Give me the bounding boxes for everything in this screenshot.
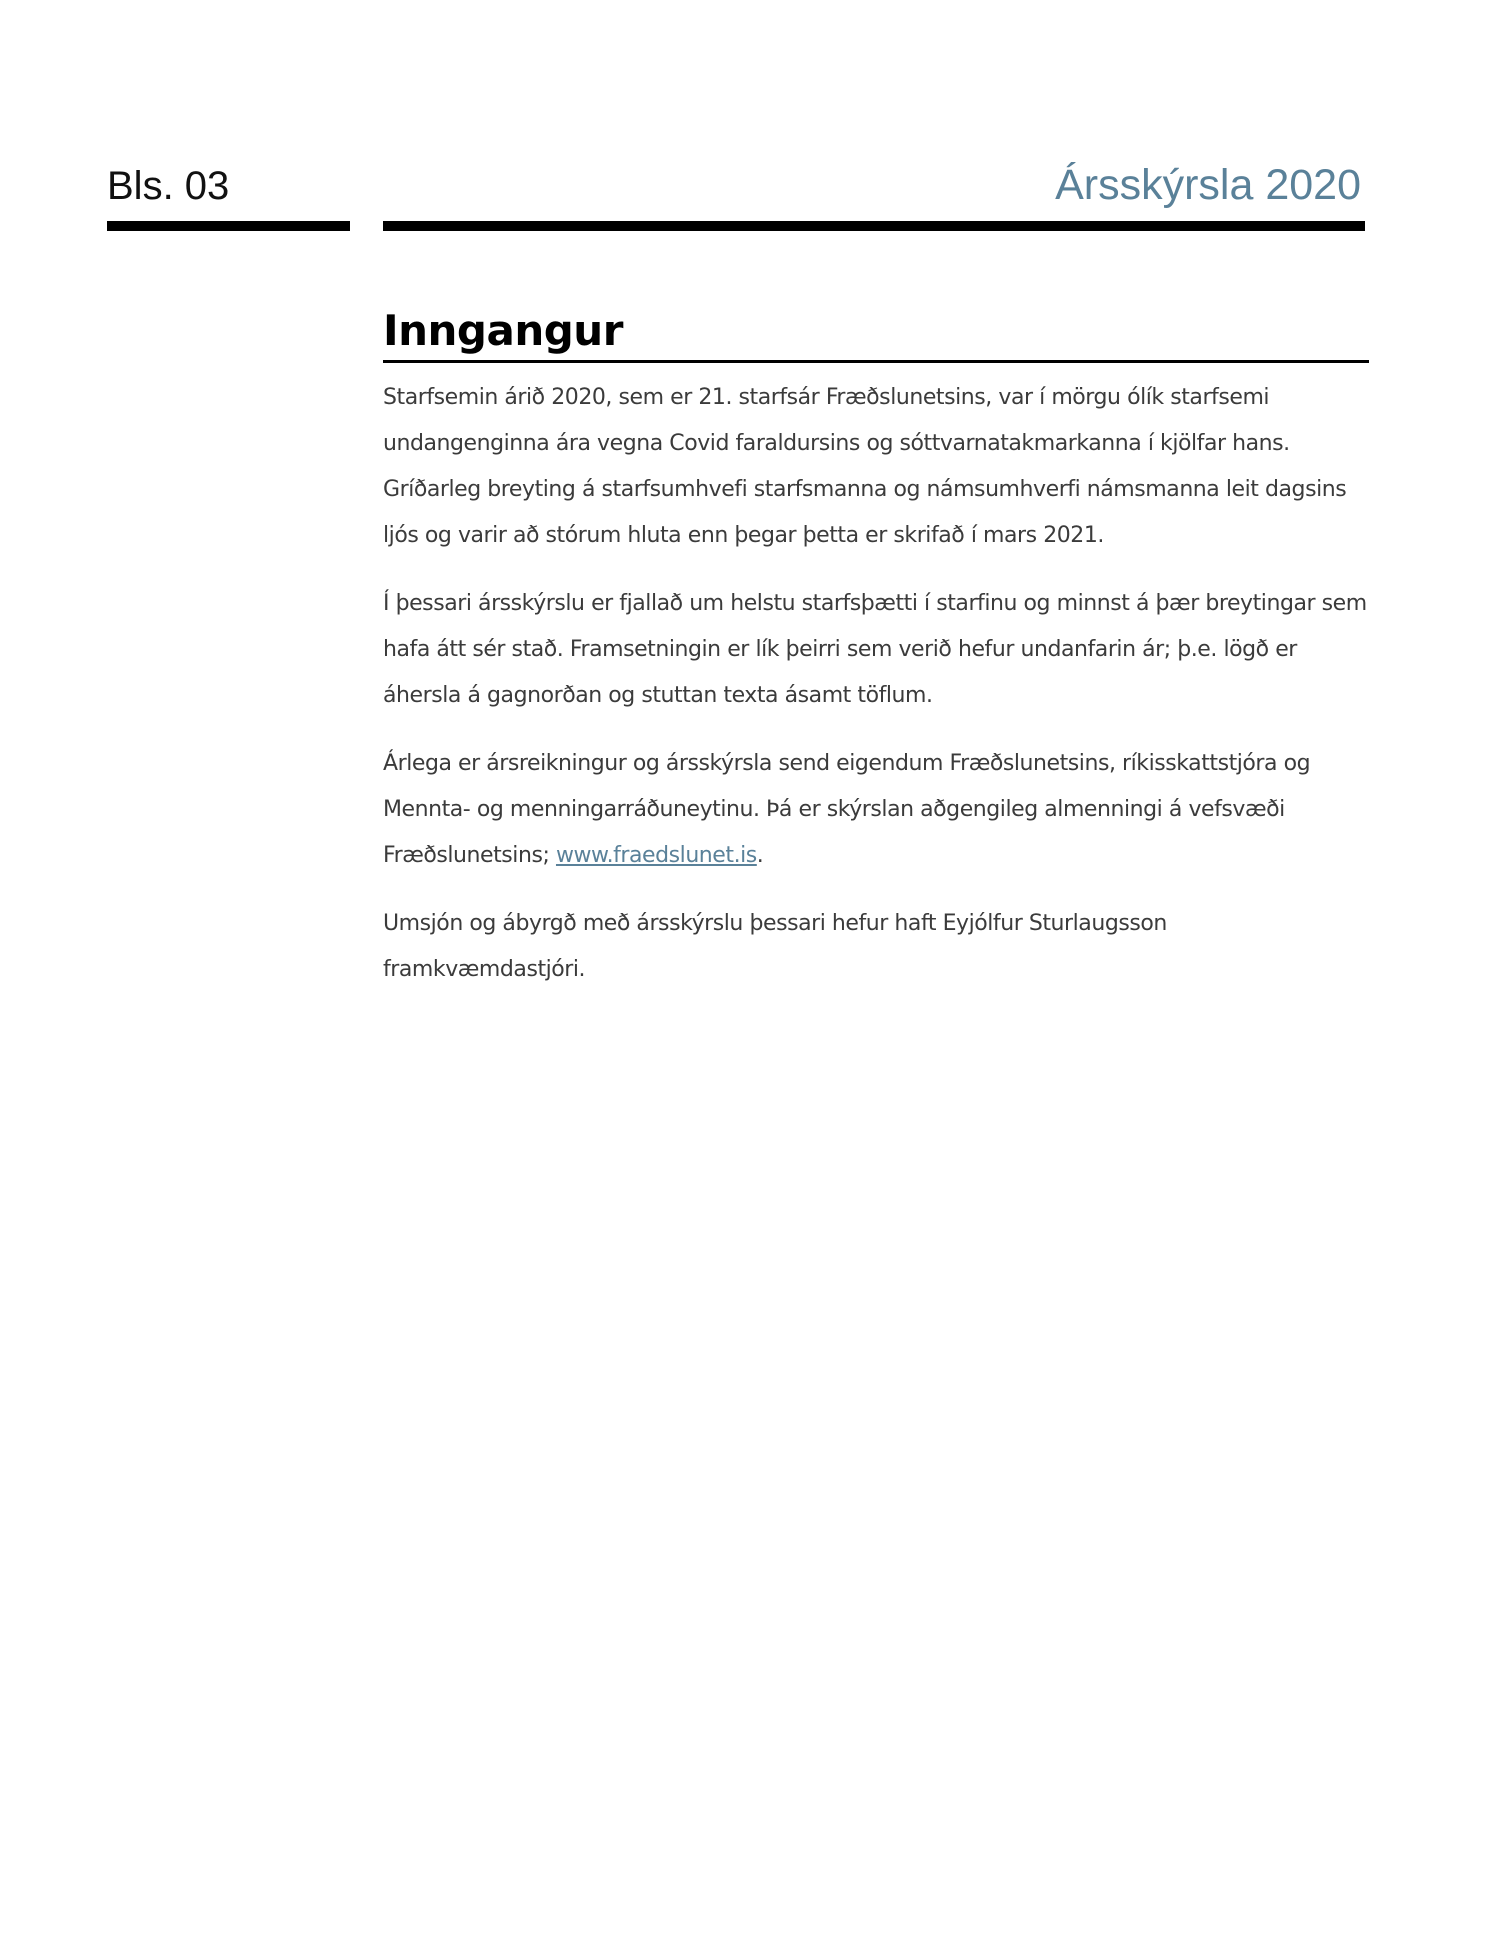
body-text xyxy=(383,375,1369,993)
paragraph-2: Í þessari ársskýrslu er fjallað um helstu starfsþætti í starfinu og minnst á þær breytingar sem hafa átt sér stað. Framsetningin er lík þeirri sem verið hefur undanfarin ár; þ.e. lögð er áhersla á gagnorðan og stuttan texta ásamt töflum. xyxy=(383,591,1367,709)
paragraph-3-end: . xyxy=(756,843,764,869)
paragraph-1: Starfsemin árið 2020, sem er 21. starfsár Fræðslunetsins, var í mörgu ólík starfsemi undangenginna ára vegna Covid faraldursins og sóttvarnatakmarkanna í kjölfar hans. Gríðarleg breyting á starfsumhvefi starfsmanna og námsumhverfi námsmanna leit dagsins ljós og varir að stórum hluta enn þegar þetta er skrifað í mars 2021. xyxy=(383,385,1347,549)
report-title: Ársskýrsla 2020 xyxy=(1055,161,1361,209)
paragraph-4: Umsjón og ábyrgð með ársskýrslu þessari hefur haft Eyjólfur Sturlaugsson framkvæmdastjóri. xyxy=(383,911,1167,983)
page-number-rule xyxy=(107,221,350,231)
main-content xyxy=(383,308,1369,1015)
section-heading: Inngangur xyxy=(383,308,1369,363)
website-link[interactable]: www.fraedslunet.is xyxy=(555,843,757,869)
header-rule xyxy=(383,221,1365,231)
paragraph-3 xyxy=(383,741,1369,879)
paragraph-3-text: Árlega er ársreikningur og ársskýrsla send eigendum Fræðslunetsins, ríkisskattstjóra og Mennta- og menningarráðuneytinu. Þá er skýrslan aðgengileg almenningi á vefsvæði Fræðslunetsins; xyxy=(383,751,1311,869)
page-number: Bls. 03 xyxy=(107,164,230,208)
